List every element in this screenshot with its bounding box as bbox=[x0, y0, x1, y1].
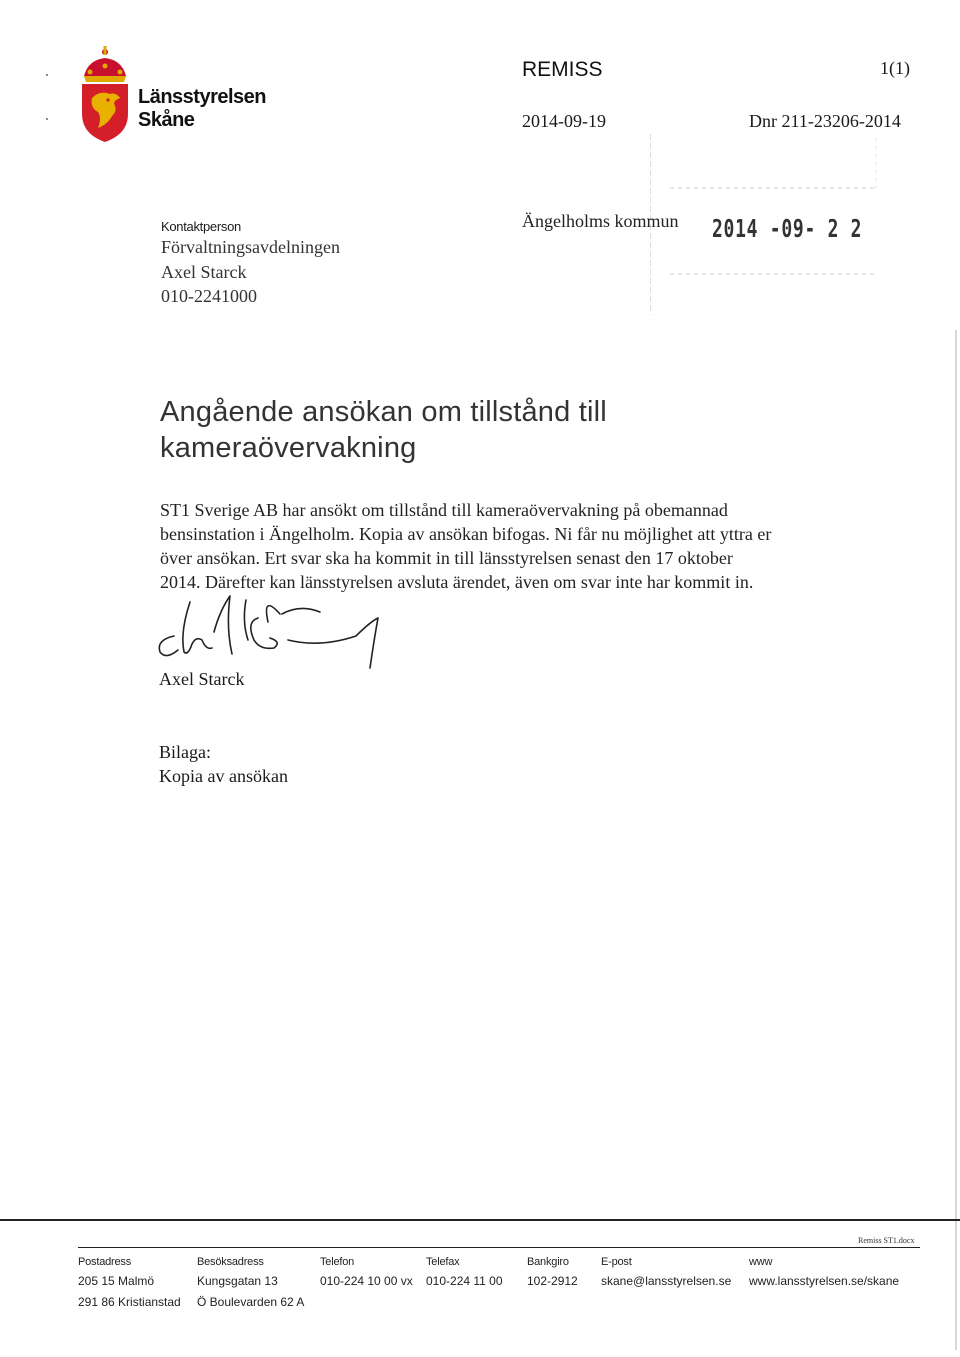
footer-divider bbox=[0, 1219, 960, 1221]
heading-line-2: kameraövervakning bbox=[160, 432, 417, 464]
footer-header-postadress: Postadress bbox=[78, 1256, 132, 1268]
footer-besoksadress-1: Kungsgatan 13 bbox=[197, 1274, 278, 1288]
body-line: 2014. Därefter kan länsstyrelsen avsluta ärendet, även om svar inte har kommit in. bbox=[160, 572, 754, 592]
logo-text bbox=[138, 86, 266, 132]
footer-header-www: www bbox=[749, 1256, 773, 1268]
logo-line-2: Skåne bbox=[138, 109, 195, 131]
footer-header-besoksadress: Besöksadress bbox=[197, 1256, 264, 1268]
scan-speck bbox=[46, 118, 48, 120]
lansstyrelsen-crest-icon bbox=[78, 46, 132, 146]
attachment-item: Kopia av ansökan bbox=[159, 766, 288, 786]
body-line: bensinstation i Ängelholm. Kopia av ansökan bifogas. Ni får nu möjlighet att yttra er bbox=[160, 524, 772, 544]
attachment-label: Bilaga: bbox=[159, 742, 211, 762]
page-number: 1(1) bbox=[880, 58, 910, 78]
contact-label: Kontaktperson bbox=[161, 219, 241, 234]
body-line: ST1 Sverige AB har ansökt om tillstånd till kameraövervakning på obemannad bbox=[160, 500, 728, 520]
document-dnr: Dnr 211-23206-2014 bbox=[749, 111, 901, 131]
scan-speck bbox=[46, 74, 48, 76]
footer-header-bankgiro: Bankgiro bbox=[527, 1256, 569, 1268]
footer-www[interactable]: www.lansstyrelsen.se/skane bbox=[749, 1274, 900, 1288]
contact-name: Axel Starck bbox=[161, 262, 247, 282]
footer-header-telefax: Telefax bbox=[426, 1256, 460, 1268]
document-heading bbox=[160, 394, 760, 466]
scan-edge bbox=[955, 330, 957, 1350]
contact-phone: 010-2241000 bbox=[161, 286, 257, 306]
body-line: över ansökan. Ert svar ska ha kommit in till länsstyrelsen senast den 17 oktober bbox=[160, 548, 733, 568]
footer-telefax: 010-224 11 00 bbox=[426, 1274, 503, 1288]
footer-bankgiro: 102-2912 bbox=[527, 1274, 578, 1288]
footer-postadress-2: 291 86 Kristianstad bbox=[78, 1295, 181, 1309]
logo-line-1: Länsstyrelsen bbox=[138, 86, 267, 108]
footer-divider-thin bbox=[78, 1247, 920, 1248]
recipient: Ängelholms kommun bbox=[522, 211, 679, 231]
body-text bbox=[160, 498, 810, 594]
contact-department: Förvaltningsavdelningen bbox=[161, 237, 340, 257]
signer-name: Axel Starck bbox=[159, 669, 245, 689]
footer-header-epost: E-post bbox=[601, 1256, 632, 1268]
footer-file-name: Remiss ST1.docx bbox=[858, 1236, 915, 1245]
document-type: REMISS bbox=[522, 58, 603, 81]
footer-telefon: 010-224 10 00 vx bbox=[320, 1274, 413, 1288]
document-date: 2014-09-19 bbox=[522, 111, 606, 131]
handwritten-signature bbox=[150, 592, 390, 676]
footer-epost[interactable]: skane@lansstyrelsen.se bbox=[601, 1274, 732, 1288]
heading-line-1: Angående ansökan om tillstånd till bbox=[160, 396, 607, 428]
footer-header-telefon: Telefon bbox=[320, 1256, 355, 1268]
footer-postadress-1: 205 15 Malmö bbox=[78, 1274, 155, 1288]
footer-besoksadress-2: Ö Boulevarden 62 A bbox=[197, 1295, 305, 1309]
receipt-stamp-date: 2014 -09- 2 2 bbox=[712, 214, 863, 243]
